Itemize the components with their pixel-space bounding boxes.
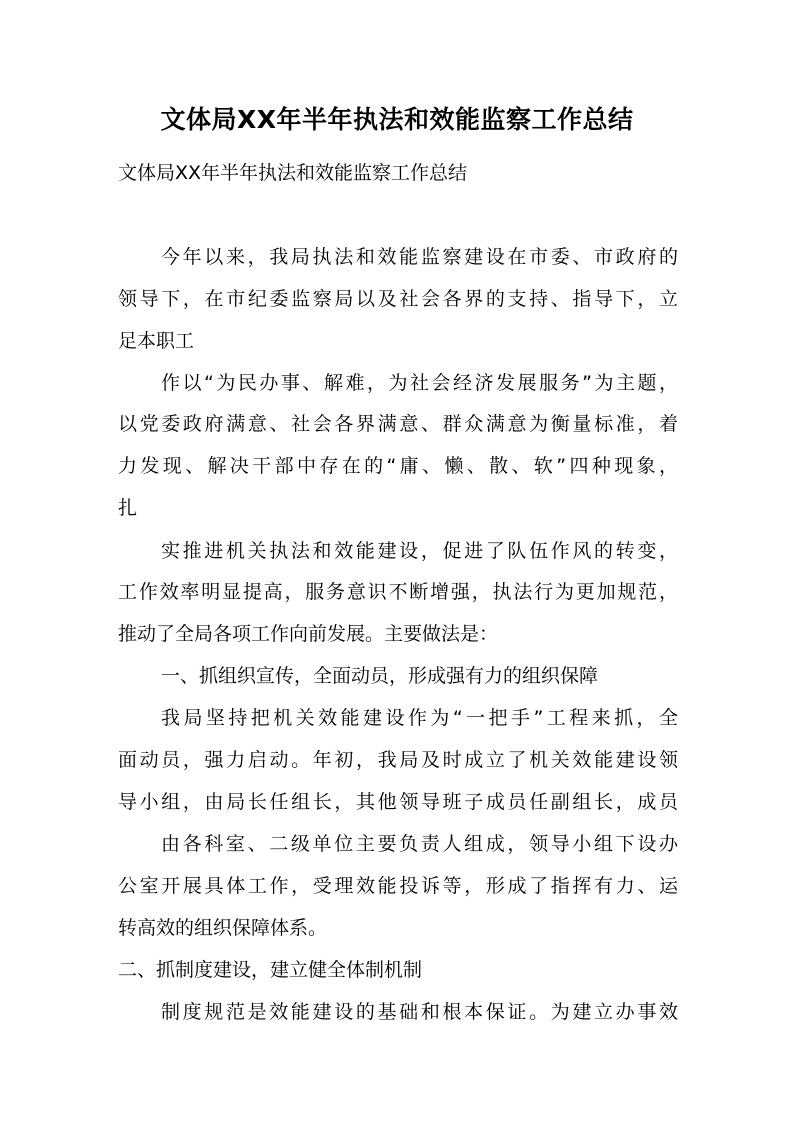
body-line: 实推进机关执法和效能建设，促进了队伍作风的转变， xyxy=(161,540,678,562)
body-line: 转高效的组织保障体系。 xyxy=(118,917,328,939)
body-line: 面动员，强力启动。年初，我局及时成立了机关效能建设领 xyxy=(118,749,678,771)
body-line: 以党委政府满意、社会各界满意、群众满意为衡量标准，着 xyxy=(118,413,678,435)
body-line: 足本职工 xyxy=(118,330,195,352)
body-line: 制度规范是效能建设的基础和根本保证。为建立办事效 xyxy=(161,1001,678,1023)
document-subtitle: 文体局XX年半年执法和效能监察工作总结 xyxy=(118,162,468,184)
section-heading: 二、抓制度建设，建立健全体制机制 xyxy=(118,959,423,981)
body-line: 今年以来，我局执法和效能监察建设在市委、市政府的 xyxy=(161,246,678,268)
body-line: 力发现、解决干部中存在的“庸、懒、散、软”四种现象， xyxy=(118,455,678,477)
document-title: 文体局XX年半年执法和效能监察工作总结 xyxy=(160,105,634,134)
body-line: 作以“为民办事、解难，为社会经济发展服务”为主题， xyxy=(161,372,678,394)
body-line: 领导下，在市纪委监察局以及社会各界的支持、指导下，立 xyxy=(118,288,678,310)
section-heading: 一、抓组织宣传，全面动员，形成强有力的组织保障 xyxy=(161,665,599,687)
body-line: 由各科室、二级单位主要负责人组成，领导小组下设办 xyxy=(161,833,678,855)
body-line: 导小组，由局长任组长，其他领导班子成员任副组长，成员 xyxy=(118,791,678,813)
body-line: 扎 xyxy=(118,497,138,519)
body-line: 推动了全局各项工作向前发展。主要做法是： xyxy=(118,623,499,645)
body-line: 工作效率明显提高，服务意识不断增强，执法行为更加规范， xyxy=(118,581,678,603)
body-line: 我局坚持把机关效能建设作为“一把手”工程来抓，全 xyxy=(161,707,678,729)
body-line: 公室开展具体工作，受理效能投诉等，形成了指挥有力、运 xyxy=(118,875,678,897)
